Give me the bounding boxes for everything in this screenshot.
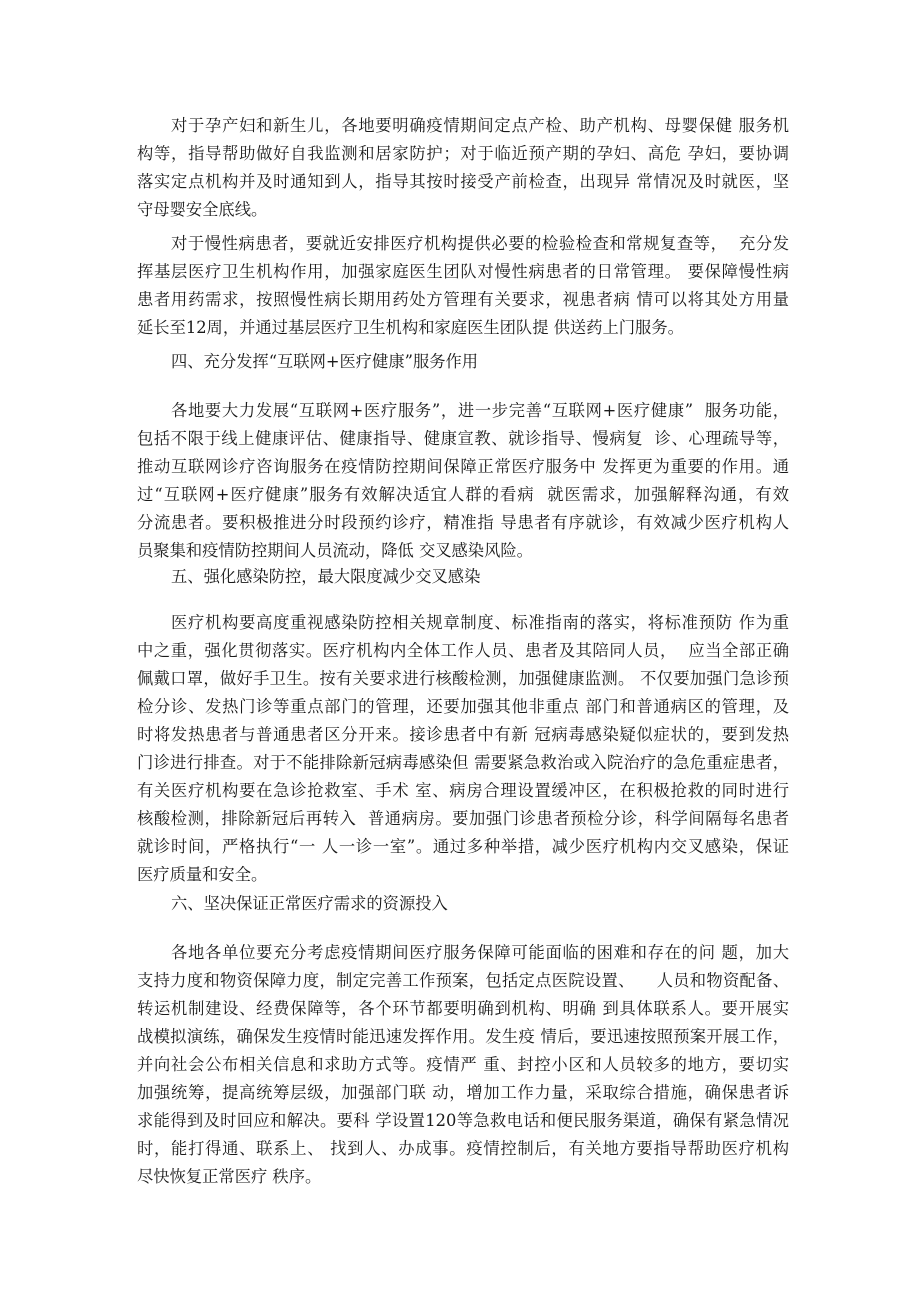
text-line: 尽快恢复正常医疗 秩序。 xyxy=(137,1167,322,1186)
text-line: 对于慢性病患者，要就近安排医疗机构提供必要的检验检查和常规复查等， 充分发 xyxy=(171,234,789,253)
text-line: 求能得到及时回应和解决。要科 学设置120等急救电话和便民服务渠道，确保有紧急情况 xyxy=(137,1111,789,1130)
text-line: 各地要大力发展“互联网+医疗服务”，进一步完善“互联网+医疗健康” 服务功能， xyxy=(171,401,789,420)
text-line: 延长至12周，并通过基层医疗卫生机构和家庭医生团队提 供送药上门服务。 xyxy=(137,318,684,337)
text-line: 时，能打得通、联系上、 找到人、办成事。疫情控制后，有关地方要指导帮助医疗机构 xyxy=(137,1139,789,1158)
text-line: 包括不限于线上健康评估、健康指导、健康宣教、就诊指导、慢病复 诊、心理疏导等， xyxy=(137,429,789,448)
text-line: 核酸检测，排除新冠后再转入 普通病房。要加强门诊患者预检分诊，科学间隔每名患者 xyxy=(137,809,789,828)
text-line: 加强统筹，提高统筹层级，加强部门联 动，增加工作力量，采取综合措施，确保患者诉 xyxy=(137,1083,789,1102)
text-line: 就诊时间，严格执行“一 人一诊一室”。通过多种举措，减少医疗机构内交叉感染，保证 xyxy=(137,837,789,856)
text-line: 支持力度和物资保障力度，制定完善工作预案，包括定点医院设置、 人员和物资配备、 xyxy=(137,971,789,990)
text-line: 推动互联网诊疗咨询服务在疫情防控期间保障正常医疗服务中 发挥更为重要的作用。通 xyxy=(137,457,789,476)
text-line: 医疗机构要高度重视感染防控相关规章制度、标准指南的落实，将标准预防 作为重 xyxy=(171,613,789,632)
text-line: 并向社会公布相关信息和求助方式等。疫情严 重、封控小区和人员较多的地方，要切实 xyxy=(137,1055,789,1074)
text-line: 患者用药需求，按照慢性病长期用药处方管理有关要求，视患者病 情可以将其处方用量 xyxy=(137,290,789,309)
text-line: 中之重，强化贯彻落实。医疗机构内全体工作人员、患者及其陪同人员， 应当全部正确 xyxy=(137,641,789,660)
heading-text: 五、强化感染防控，最大限度减少交叉感染 xyxy=(171,567,481,586)
text-line: 员聚集和疫情防控期间人员流动，降低 交叉感染风险。 xyxy=(137,541,533,560)
text-line: 过“互联网+医疗健康”服务有效解决适宜人群的看病 就医需求，加强解释沟通，有效 xyxy=(137,485,789,504)
heading-text: 四、充分发挥“互联网+医疗健康”服务作用 xyxy=(171,352,479,371)
text-line: 转运机制建设、经费保障等，各个环节都要明确到机构、明确 到具体联系人。要开展实 xyxy=(137,999,789,1018)
text-line: 对于孕产妇和新生儿，各地要明确疫情期间定点产检、助产机构、母婴保健 服务机 xyxy=(171,116,789,135)
text-line: 战模拟演练，确保发生疫情时能迅速发挥作用。发生疫 情后，要迅速按照预案开展工作， xyxy=(137,1027,789,1046)
text-line: 守母婴安全底线。 xyxy=(137,200,268,219)
text-line: 检分诊、发热门诊等重点部门的管理，还要加强其他非重点 部门和普通病区的管理，及 xyxy=(137,697,789,716)
text-line: 各地各单位要充分考虑疫情期间医疗服务保障可能面临的困难和存在的问 题，加大 xyxy=(171,943,789,962)
heading-text: 六、坚决保证正常医疗需求的资源投入 xyxy=(171,894,448,913)
text-line: 有关医疗机构要在急诊抢救室、手术 室、病房合理设置缓冲区，在积极抢救的同时进行 xyxy=(137,781,789,800)
text-line: 落实定点机构并及时通知到人，指导其按时接受产前检查，出现异 常情况及时就医，坚 xyxy=(137,172,789,191)
text-line: 分流患者。要积极推进分时段预约诊疗，精准指 导患者有序就诊，有效减少医疗机构人 xyxy=(137,513,789,532)
text-line: 门诊进行排查。对于不能排除新冠病毒感染但 需要紧急救治或入院治疗的急危重症患者， xyxy=(137,753,789,772)
text-line: 医疗质量和安全。 xyxy=(137,865,268,884)
text-line: 佩戴口罩，做好手卫生。按有关要求进行核酸检测，加强健康监测。 不仅要加强门急诊预 xyxy=(137,669,789,688)
text-line: 挥基层医疗卫生机构作用，加强家庭医生团队对慢性病患者的日常管理。 要保障慢性病 xyxy=(137,262,789,281)
text-line: 构等，指导帮助做好自我监测和居家防护；对于临近预产期的孕妇、高危 孕妇，要协调 xyxy=(137,144,789,163)
text-line: 时将发热患者与普通患者区分开来。接诊患者中有新 冠病毒感染疑似症状的，要到发热 xyxy=(137,725,789,744)
